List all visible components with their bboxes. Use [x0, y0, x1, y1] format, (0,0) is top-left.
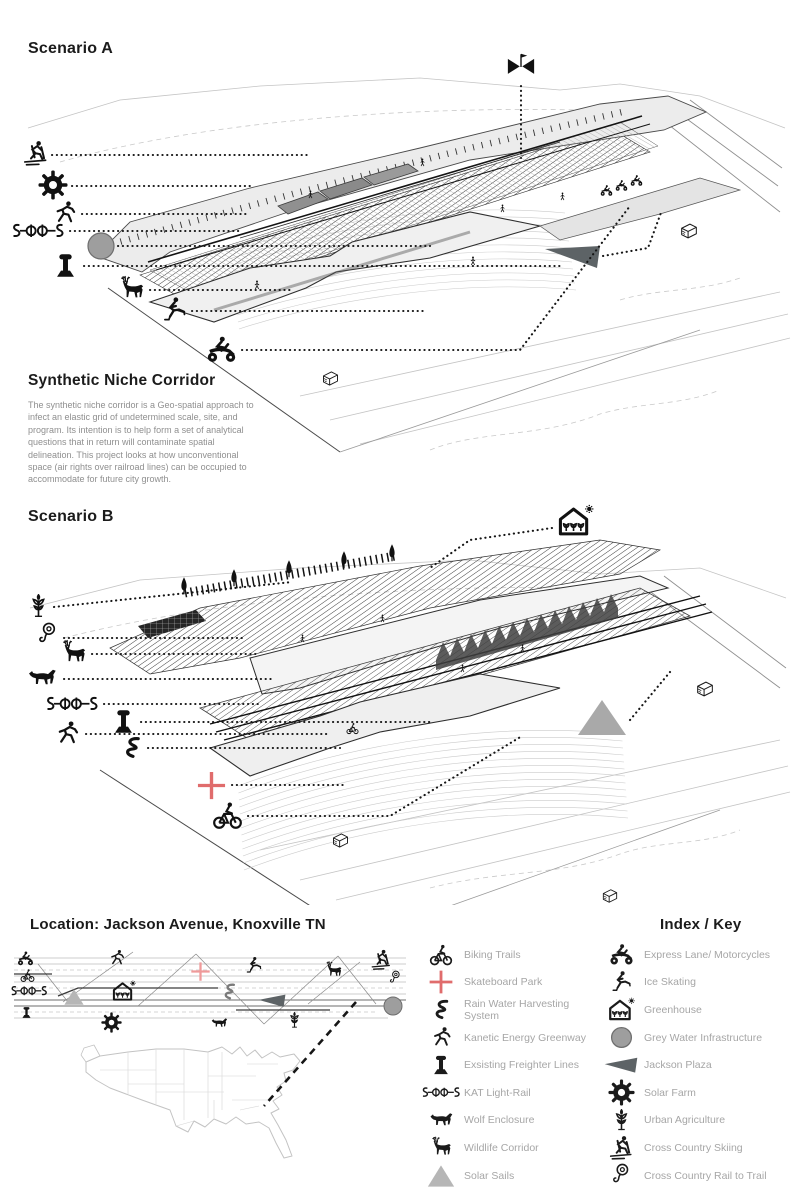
legend-item — [598, 1051, 798, 1079]
legend-label: Rain Water Harvesting System — [464, 997, 570, 1022]
kat-light-rail-icon — [48, 698, 96, 711]
person-figure — [471, 257, 475, 265]
solar-sails-triangle-icon — [426, 1161, 456, 1191]
about-block — [28, 372, 262, 486]
motorcycle-icon — [609, 942, 634, 967]
person-figure — [561, 192, 564, 199]
motorcycle-figure — [616, 180, 627, 191]
about-body: The synthetic niche corridor is a Geo-spatial approach to infect an elastic grid of undetermined scale, site, and program. Its intention is to help form a set of analytical questions that in return will contaminate spatial delineation. This project looks at how unconventional space (air rights over railroad lines) can be occupied to accommodate for future city growth. — [28, 400, 254, 485]
gear-icon — [608, 1079, 635, 1106]
cross-country-rail-to-trail-icon — [390, 971, 399, 982]
legend-item — [598, 996, 798, 1024]
rain-water-harvesting-icon — [128, 739, 139, 757]
legend-item — [598, 1162, 798, 1190]
truck-figure — [698, 682, 713, 696]
site-location-pointer — [264, 1002, 356, 1106]
legend-label: Cross Country Rail to Trail — [644, 1169, 767, 1182]
legend-item — [418, 1162, 598, 1190]
kat-light-rail-icon — [14, 225, 62, 238]
rain-water-s-icon — [430, 998, 453, 1021]
scenario-b-drawing — [0, 488, 800, 905]
deer-icon — [428, 1135, 454, 1161]
xc-skier-icon — [608, 1135, 634, 1161]
legend-label: Skateboard Park — [464, 976, 543, 989]
ice-skater-icon — [609, 970, 633, 994]
legend-item — [598, 1107, 798, 1135]
legend-label: Kanetic Energy Greenway — [464, 1031, 586, 1044]
light-rail-icon — [419, 1085, 463, 1100]
scenario-a-title: Scenario A — [28, 40, 113, 57]
bike-icon — [429, 943, 453, 967]
legend-right-column — [598, 941, 798, 1189]
plant-icon — [610, 1109, 633, 1132]
us-map — [56, 1000, 366, 1200]
legend-label: Express Lane/ Motorcycles — [644, 948, 771, 961]
greenhouse-icon — [114, 981, 136, 1000]
east-plaza-deck — [540, 178, 740, 240]
scenario-b-title: Scenario B — [28, 508, 114, 525]
express-lane-motorcycles-icon — [18, 951, 33, 965]
kinetic-energy-greenway-icon — [112, 950, 123, 964]
legend-label: KAT Light-Rail — [464, 1086, 531, 1099]
legend-item — [418, 1107, 598, 1135]
legend-label: Solar Farm — [644, 1086, 696, 1099]
greenhouse-icon — [607, 997, 635, 1023]
rail-ibeam-icon — [430, 1054, 452, 1076]
skate-flag-icon — [508, 54, 534, 74]
skateboard-cross-icon — [428, 969, 454, 995]
jackson-plaza-icon — [545, 246, 600, 268]
legend-label: Grey Water Infrastructure — [644, 1031, 763, 1044]
truck-figure — [603, 890, 616, 903]
wildlife-corridor-icon — [64, 640, 85, 661]
rain-water-harvesting-icon — [226, 985, 234, 998]
legend-label: Jackson Plaza — [644, 1059, 712, 1072]
kinetic-energy-greenway-icon — [58, 201, 74, 221]
legend-item — [418, 969, 598, 997]
index-key-heading: Index / Key — [660, 916, 742, 933]
legend-label: Wildlife Corridor — [464, 1141, 539, 1154]
jackson-plaza-triangle-icon — [604, 1057, 638, 1074]
legend-label: Greenhouse — [644, 1003, 702, 1016]
wildlife-corridor-icon — [122, 276, 143, 297]
legend-item — [418, 1134, 598, 1162]
legend-label: Wolf Enclosure — [464, 1114, 535, 1127]
kinetic-energy-greenway-icon — [60, 721, 77, 742]
skateboard-park-icon — [198, 772, 225, 799]
motorcycle-figure — [631, 175, 642, 186]
rail-to-trail-icon — [610, 1163, 632, 1189]
biking-trails-icon — [214, 802, 241, 827]
greenhouse-icon — [560, 505, 593, 534]
grey-water-circle-icon — [609, 1025, 634, 1050]
grey-water-infrastructure-icon — [384, 997, 402, 1015]
grey-water-infrastructure-icon — [88, 233, 114, 259]
about-heading: Synthetic Niche Corridor — [28, 372, 216, 389]
solar-farm-icon — [39, 171, 68, 200]
truck-figure — [334, 834, 348, 847]
legend-item — [418, 1024, 598, 1052]
wolf-icon — [428, 1107, 455, 1134]
legend-left-column — [418, 941, 598, 1189]
legend-label: Urban Agriculture — [644, 1114, 726, 1127]
legend-label: Cross Country Skiing — [644, 1141, 743, 1154]
legend-label: Biking Trails — [464, 948, 521, 961]
person-figure — [501, 204, 504, 211]
runner-icon — [430, 1026, 453, 1049]
legend-item — [598, 1134, 798, 1162]
legend-item — [418, 996, 598, 1024]
existing-freighter-lines-icon — [115, 710, 132, 733]
truck-figure — [324, 372, 338, 385]
cross-country-skiing-icon — [372, 950, 389, 969]
legend-item — [418, 1079, 598, 1107]
location-heading: Location: Jackson Avenue, Knoxville TN — [30, 916, 326, 933]
wolf-enclosure-icon — [29, 670, 56, 685]
express-lane-motorcycles-icon — [208, 337, 235, 362]
truck-figure — [682, 224, 697, 238]
cross-country-skiing-icon — [25, 141, 46, 165]
biking-trails-icon — [21, 969, 34, 981]
legend-item — [598, 1024, 798, 1052]
existing-freighter-lines-icon — [57, 254, 74, 277]
legend-item — [598, 1079, 798, 1107]
motorcycle-figure — [601, 185, 612, 196]
legend-label: Exsisting Freighter Lines — [464, 1059, 579, 1072]
legend-label: Ice Skating — [644, 976, 696, 989]
urban-agriculture-icon — [33, 595, 43, 617]
legend-item — [418, 1051, 598, 1079]
existing-freighter-lines-icon — [22, 1007, 30, 1018]
cross-country-rail-to-trail-icon — [40, 623, 54, 641]
legend-item — [418, 941, 598, 969]
solar-sails-icon — [578, 700, 626, 735]
legend-item — [598, 969, 798, 997]
legend-label: Solar Sails — [464, 1169, 515, 1182]
legend-item — [598, 941, 798, 969]
